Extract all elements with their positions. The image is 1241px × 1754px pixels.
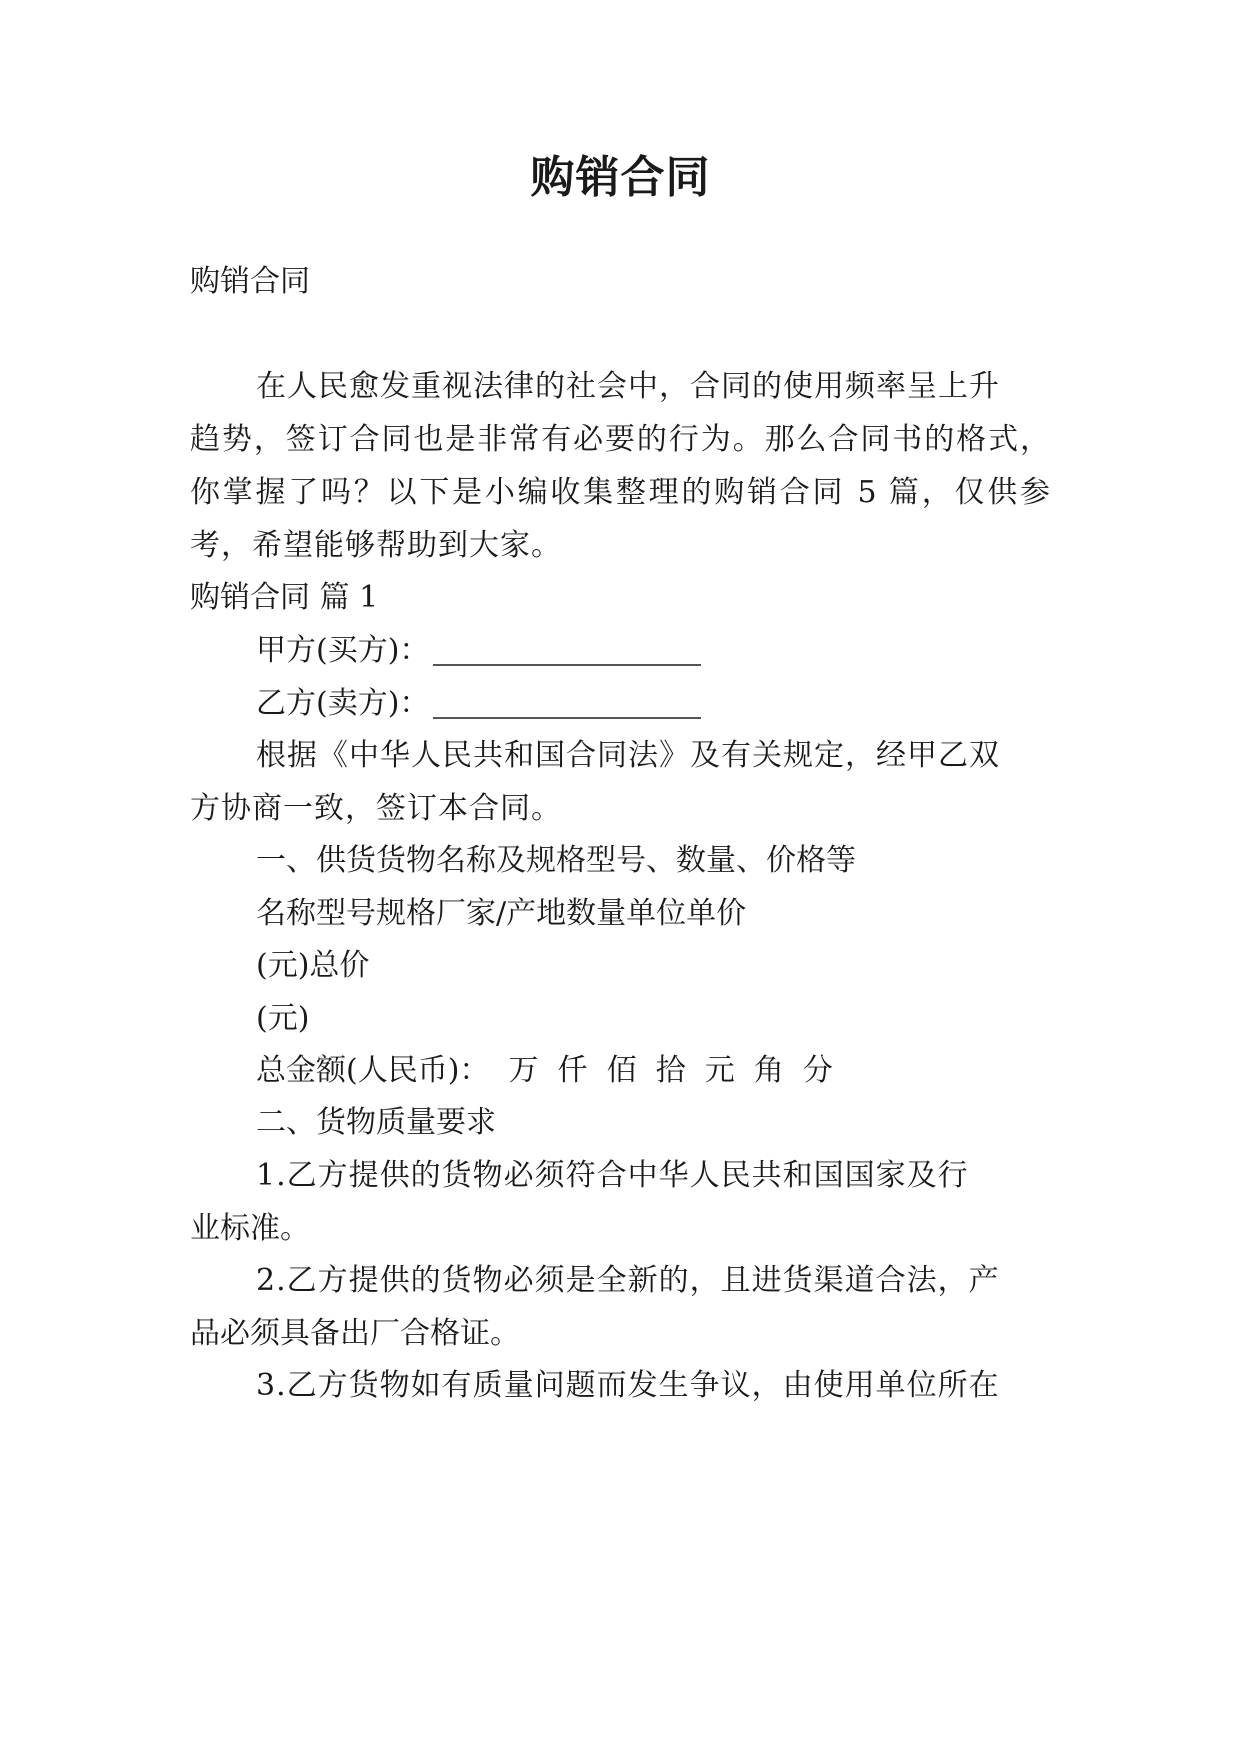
party-a-label: 甲方(买方)：: [256, 633, 430, 668]
item-1-line-2: 业标准。: [190, 1211, 310, 1246]
table-header-line-3: (元): [256, 1001, 310, 1036]
party-b-label: 乙方(卖方)：: [256, 686, 430, 721]
intro-line-3: 你掌握了吗？以下是小编收集整理的购销合同 5 篇，仅供参: [190, 475, 1050, 510]
party-a-field: [256, 631, 701, 671]
basis-line-2: 方协商一致，签订本合同。: [190, 791, 562, 826]
item-3-line-1: 3.乙方货物如有质量问题而发生争议，由使用单位所在: [256, 1368, 1000, 1403]
party-b-field: [256, 684, 701, 724]
table-header-line-1: 名称型号规格厂家/产地数量单位单价: [256, 896, 747, 931]
basis-line-1: 根据《中华人民共和国合同法》及有关规定，经甲乙双: [256, 738, 1000, 773]
intro-line-2: 趋势，签订合同也是非常有必要的行为。那么合同书的格式，: [190, 422, 1050, 457]
document-subtitle: 购销合同: [190, 264, 310, 299]
party-b-blank: [433, 687, 701, 719]
item-2-line-1: 2.乙方提供的货物必须是全新的，且进货渠道合法，产: [256, 1263, 1000, 1298]
total-amount-line: 总金额(人民币)： 万 仟 佰 拾 元 角 分: [256, 1053, 833, 1088]
intro-line-4: 考，希望能够帮助到大家。: [190, 528, 562, 563]
table-header-line-2: (元)总价: [256, 948, 370, 983]
item-2-line-2: 品必须具备出厂合格证。: [190, 1316, 520, 1351]
document-title: 购销合同: [530, 152, 711, 203]
clause-2-heading: 二、货物质量要求: [256, 1105, 496, 1140]
section-heading: 购销合同 篇 1: [190, 580, 379, 615]
item-1-line-1: 1.乙方提供的货物必须符合中华人民共和国国家及行: [256, 1158, 969, 1193]
intro-line-1: 在人民愈发重视法律的社会中，合同的使用频率呈上升: [256, 369, 1000, 404]
clause-1-heading: 一、供货货物名称及规格型号、数量、价格等: [256, 843, 856, 878]
party-a-blank: [433, 634, 701, 666]
